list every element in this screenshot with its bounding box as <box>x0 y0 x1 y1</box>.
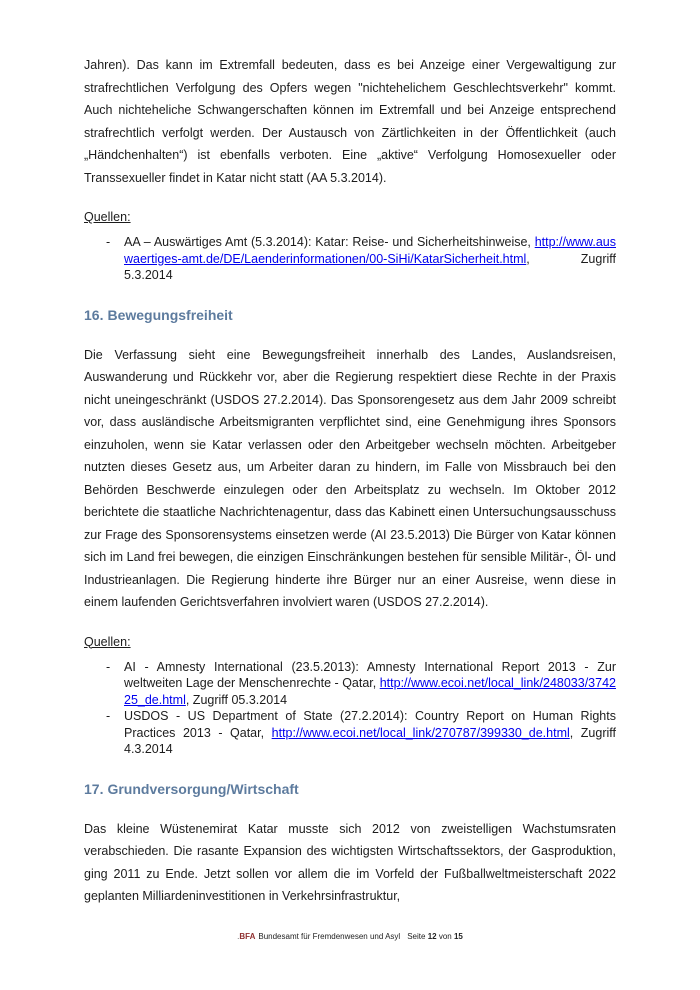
section-title: Grundversorgung/Wirtschaft <box>107 780 299 797</box>
list-dash-marker: - <box>106 235 111 249</box>
source-item-usdos <box>84 708 616 758</box>
footer-of-word: von <box>438 932 452 941</box>
section-16-heading <box>84 306 616 324</box>
link-auswaertiges-amt[interactable]: http://www.auswaertiges-amt.de/DE/Laenderinformationen/00-SiHi/KatarSicherheit.html <box>124 235 616 266</box>
sources-heading: Quellen: <box>84 634 131 649</box>
paragraph-freedom-of-movement: Die Verfassung sieht eine Bewegungsfreiheit innerhalb des Landes, Auslandsreisen, Auswanderung und Rückkehr vor, aber die Regierung respektiert diese Rechte in der Praxis nicht uneingeschränkt (USDOS 27.2.2014). Das Sponsorengesetz aus dem Jahr 2009 schreibt vor, dass ausländische Arbeitsmigranten verpflichtet sind, eine Genehmigung ihres Sponsors einzuholen, wenn sie Katar verlassen oder den Arbeitgeber wechseln möchten. Arbeitgeber nutzten dieses Gesetz aus, um Arbeiter daran zu hindern, im Falle von Missbrauch bei den Behörden Beschwerde einzulegen oder den Arbeitsplatz zu wechseln. Im Oktober 2012 berichtete die staatliche Nachrichtenagentur, dass das Kabinett einen Untersuchungsausschuss zur Frage des Sponsorensystems einsetzen werde (AI 23.5.2013) Die Bürger von Katar können sich im Land frei bewegen, die einzigen Einschränkungen bestehen für sensible Militär-, Öl- und Industrieanlagen. Die Regierung hinderte ihre Bürger nur an einer Ausreise, wenn diese in einem laufenden Gerichtsverfahren involviert waren (USDOS 27.2.2014). <box>84 347 616 609</box>
footer-page-label: Seite <box>407 932 426 941</box>
page-footer <box>0 931 700 942</box>
source-access-date: , Zugriff 5.3.2014 <box>124 251 616 282</box>
source-text: AA – Auswärtiges Amt (5.3.2014): Katar: Reise- und Sicherheitshinweise, <box>124 235 535 249</box>
source-text: AI - Amnesty International (23.5.2013): Amnesty International Report 2013 - Zur weltweiten Lage der Menschenrechte - Qatar, <box>124 659 616 690</box>
source-access-date: , Zugriff 05.3.2014 <box>185 692 288 707</box>
list-dash-marker: - <box>106 709 111 723</box>
sources-heading: Quellen: <box>84 210 131 224</box>
bfa-logo-text: BFA <box>239 932 256 941</box>
source-text: USDOS - US Department of State (27.2.2014): Country Report on Human Rights Practices 2013 - Qatar, <box>124 709 616 740</box>
footer-page-current: 12 <box>427 932 437 941</box>
sources-list <box>84 659 616 758</box>
footer-office-name: Bundesamt für Fremdenwesen und Asyl <box>258 932 401 941</box>
section-17-heading <box>84 780 616 798</box>
section-number: 16. <box>84 306 104 323</box>
section-number: 17. <box>84 780 104 797</box>
section-title: Bewegungsfreiheit <box>107 306 233 323</box>
sources-block-2 <box>84 634 616 758</box>
paragraph-criminal-prosecution: Jahren). Das kann im Extremfall bedeuten, dass es bei Anzeige einer Vergewaltigung zur strafrechtlichen Verfolgung des Opfers wegen "nichtehelichem Geschlechtsverkehr" kommt. Auch nichteheliche Schwangerschaften können im Extremfall und bei Anzeige entsprechend strafrechtlich verfolgt werden. Der Austausch von Zärtlichkeiten in der Öffentlichkeit (auch „Händchenhalten“) ist ebenfalls verboten. Eine „aktive“ Verfolgung Homosexueller oder Transsexueller findet in Katar nicht statt (AA 5.3.2014). <box>84 58 616 185</box>
list-dash-marker: - <box>106 659 111 674</box>
link-ecoi-amnesty[interactable]: http://www.ecoi.net/local_link/248033/374225_de.html <box>124 676 616 707</box>
sources-list <box>84 234 616 284</box>
footer-brand-dot: . <box>237 932 240 941</box>
link-ecoi-usdos[interactable]: http://www.ecoi.net/local_link/270787/399330_de.html <box>271 725 570 740</box>
source-access-date: , Zugriff 4.3.2014 <box>124 725 616 756</box>
footer-page-total: 15 <box>453 932 463 941</box>
source-item-aa <box>84 234 616 284</box>
paragraph-economy: Das kleine Wüstenemirat Katar musste sich 2012 von zweistelligen Wachstumsraten verabschieden. Die rasante Expansion des wichtigsten Wirtschaftssektors, der Gasproduktion, ging 2011 zu Ende. Jetzt sollen vor allem die im Vorfeld der Fußballweltmeisterschaft 2022 geplanten Milliardeninvestitionen in Verkehrsinfrastruktur, <box>84 821 616 903</box>
sources-block-1 <box>84 209 616 284</box>
source-item-ai <box>84 659 616 709</box>
